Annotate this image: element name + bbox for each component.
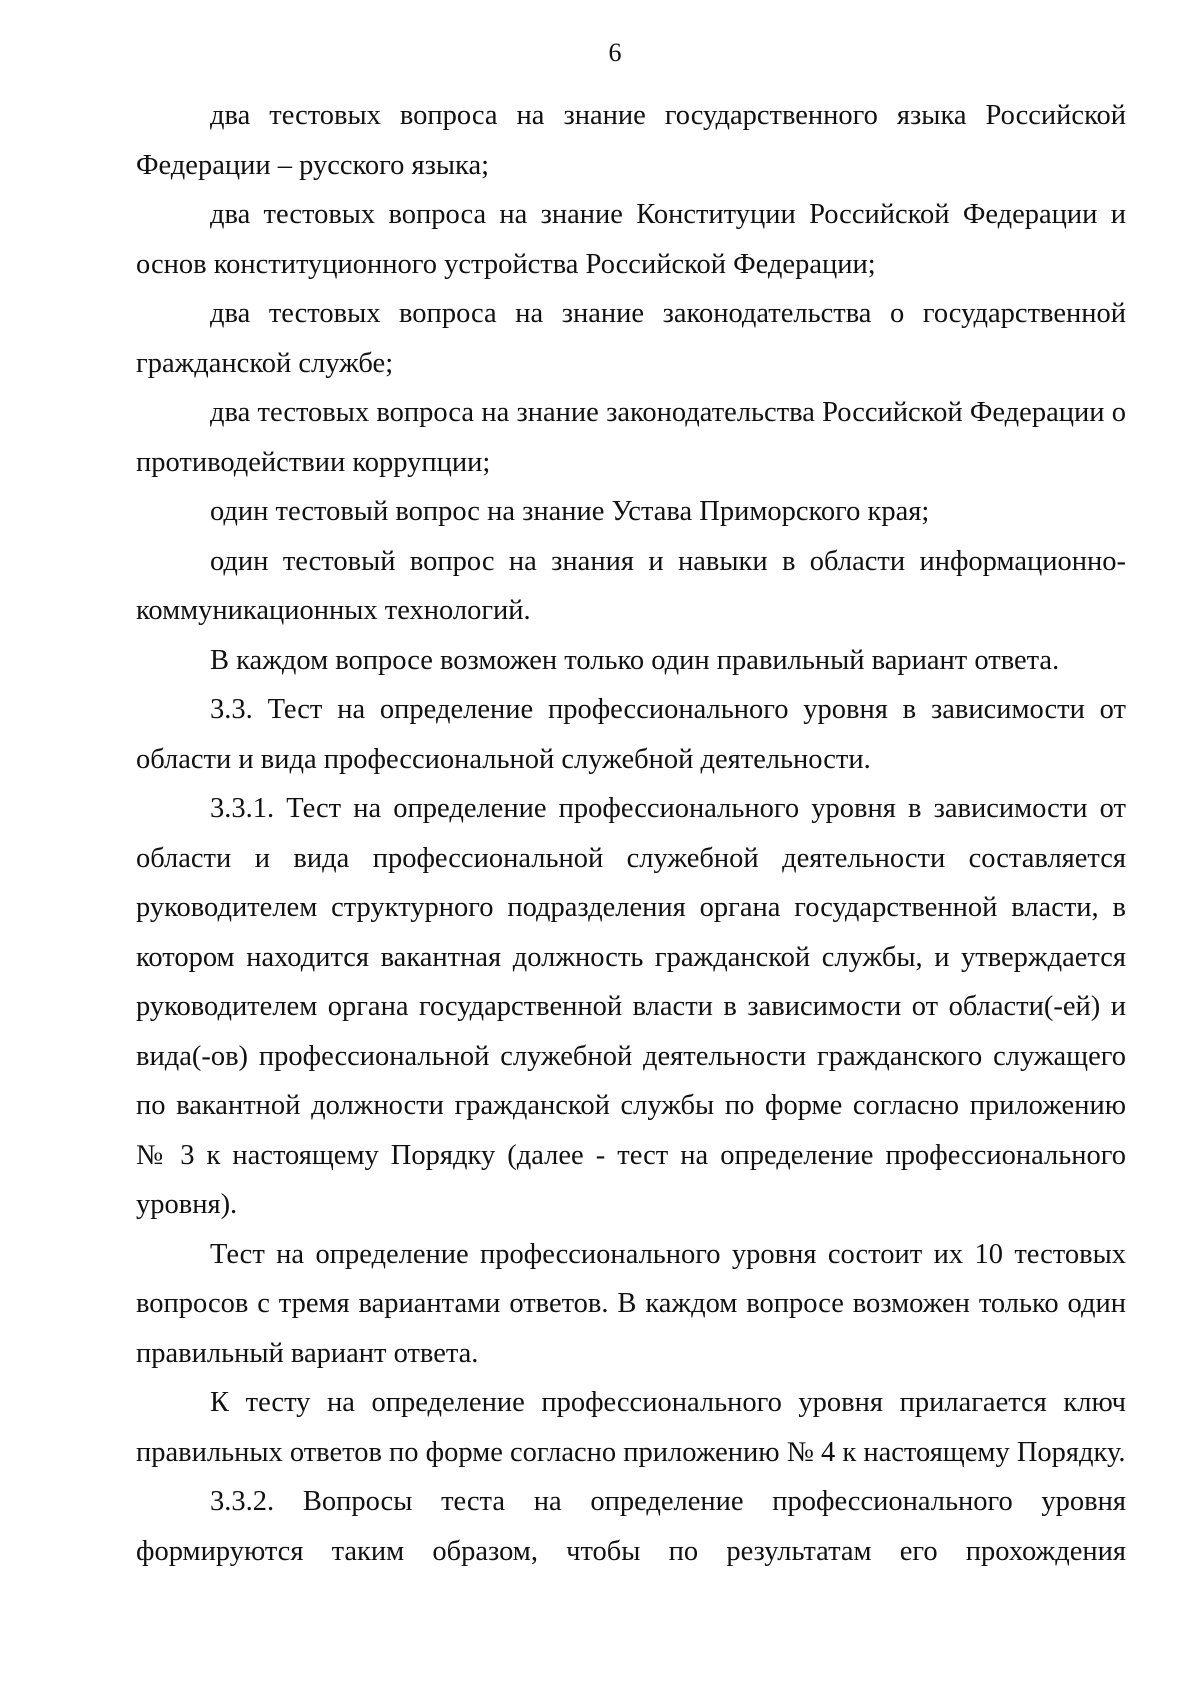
- paragraph-answer-key: К тесту на определение профессионального уровня прилагается ключ правильных ответов по форме согласно приложению № 4 к настоящему Порядку.: [136, 1387, 1126, 1468]
- paragraph-single-correct-answer: В каждом вопросе возможен только один правильный вариант ответа.: [210, 644, 1060, 676]
- paragraph-anti-corruption: два тестовых вопроса на знание законодательства Российской Федерации о противодействии коррупции;: [136, 397, 1126, 478]
- paragraph-ict-skills: один тестовый вопрос на знания и навыки в области информационно-коммуникационных технологий.: [136, 545, 1126, 626]
- paragraph-test-composition: Тест на определение профессионального уровня состоит их 10 тестовых вопросов с тремя вариантами ответов. В каждом вопросе возможен только один правильный вариант ответа.: [136, 1238, 1126, 1369]
- paragraph-section-3-3-2: 3.3.2. Вопросы теста на определение профессионального уровня формируются таким образом, чтобы по результатам его прохождения: [136, 1486, 1126, 1567]
- paragraph-section-3-3: 3.3. Тест на определение профессионального уровня в зависимости от области и вида профессиональной служебной деятельности.: [136, 694, 1126, 775]
- paragraph-constitution: два тестовых вопроса на знание Конституции Российской Федерации и основ конституционного устройства Российской Федерации;: [136, 199, 1126, 280]
- paragraph-russian-language: два тестовых вопроса на знание государственного языка Российской Федерации – русского языка;: [136, 100, 1126, 181]
- document-body: [136, 91, 1126, 1576]
- paragraph-primorsky-charter: один тестовый вопрос на знание Устава Приморского края;: [210, 496, 930, 527]
- paragraph-civil-service-law: два тестовых вопроса на знание законодательства о государственной гражданской службе;: [136, 298, 1126, 379]
- paragraph-section-3-3-1: 3.3.1. Тест на определение профессионального уровня в зависимости от области и вида профессиональной служебной деятельности составляется руководителем структурного подразделения органа государственной власти, в котором находится вакантная должность гражданской службы, и утверждается руководителем органа государственной власти в зависимости от области(-ей) и вида(-ов) профессиональной служебной деятельности гражданского служащего по вакантной должности гражданской службы по форме согласно приложению № 3 к настоящему Порядку (далее - тест на определение профессионального уровня).: [136, 793, 1126, 1220]
- page-number: 6: [608, 38, 622, 67]
